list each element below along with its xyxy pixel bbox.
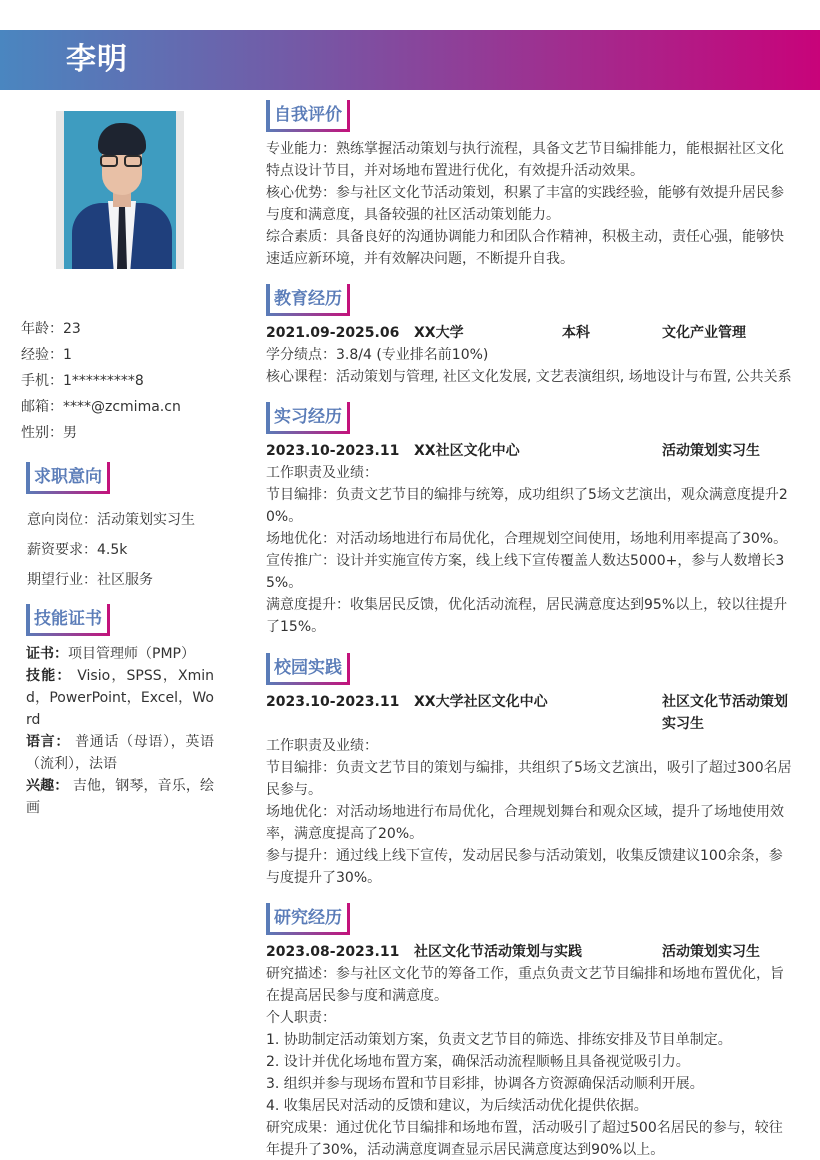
research-role: 活动策划实习生 <box>662 944 760 960</box>
skill-tools: 技能： Visio，SPSS，Xmind，PowerPoint，Excel，Word <box>26 668 215 728</box>
section-self-eval <box>266 100 796 270</box>
self-eval-paragraph: 核心优势：参与社区文化节活动策划，积累了丰富的实践经验，能够有效提升居民参与度和满意度，具备较强的社区活动策划能力。 <box>266 185 784 223</box>
section-title-job-intent: 求职意向 <box>26 462 110 494</box>
info-gender: 性别：男 <box>21 425 77 441</box>
profile-photo <box>64 111 176 269</box>
section-campus <box>266 653 796 889</box>
photo-hair <box>98 123 146 155</box>
internship-role: 活动策划实习生 <box>662 443 760 459</box>
section-internship <box>266 402 796 638</box>
info-experience: 经验：1 <box>21 347 72 363</box>
intent-industry: 期望行业：社区服务 <box>27 572 153 588</box>
skill-certificate: 证书：项目管理师（PMP） <box>26 646 195 662</box>
campus-line: 节目编排：负责文艺节目的策划与编排，共组织了5场文艺演出，吸引了超过300名居民参与。 <box>266 760 792 798</box>
info-phone: 手机：1*********8 <box>21 373 144 389</box>
section-title-self-eval: 自我评价 <box>266 100 350 132</box>
campus-period: 2023.10-2023.11 <box>266 694 400 710</box>
research-line: 研究描述：参与社区文化节的筹备工作，重点负责文艺节目编排和场地布置优化，旨在提高居民参与度和满意度。 <box>266 966 784 1004</box>
internship-period: 2023.10-2023.11 <box>266 443 400 459</box>
intent-position: 意向岗位：活动策划实习生 <box>27 512 195 528</box>
info-email: 邮箱：****@zcmima.cn <box>21 399 181 415</box>
campus-org: XX大学社区文化中心 <box>414 694 548 710</box>
campus-line: 工作职责及业绩： <box>266 738 378 754</box>
skill-languages: 语言： 普通话（母语），英语（流利），法语 <box>26 734 215 772</box>
education-entry-head <box>266 322 796 344</box>
basic-info-list <box>21 316 221 446</box>
research-period: 2023.08-2023.11 <box>266 944 400 960</box>
section-education <box>266 284 796 388</box>
job-intent-list <box>27 505 227 595</box>
education-period: 2021.09-2025.06 <box>266 325 400 341</box>
education-major: 文化产业管理 <box>662 325 746 341</box>
header-banner <box>0 30 820 90</box>
section-title-education: 教育经历 <box>266 284 350 316</box>
photo-glasses <box>100 155 144 167</box>
internship-org: XX社区文化中心 <box>414 443 520 459</box>
campus-role: 社区文化节活动策划实习生 <box>662 694 788 732</box>
internship-line: 场地优化：对活动场地进行布局优化，合理规划空间使用，场地利用率提高了30%。 <box>266 531 788 547</box>
section-title-internship: 实习经历 <box>266 402 350 434</box>
internship-line: 满意度提升：收集居民反馈，优化活动流程，居民满意度达到95%以上，较以往提升了15%。 <box>266 597 788 635</box>
section-title-skills: 技能证书 <box>26 604 110 636</box>
info-age: 年龄：23 <box>21 321 81 337</box>
education-degree: 本科 <box>562 325 590 341</box>
internship-line: 宣传推广：设计并实施宣传方案，线上线下宣传覆盖人数达5000+，参与人数增长35%。 <box>266 553 785 591</box>
self-eval-paragraph: 专业能力：熟练掌握活动策划与执行流程，具备文艺节目编排能力，能根据社区文化特点设计节目，并对场地布置进行优化，有效提升活动效果。 <box>266 141 784 179</box>
education-courses: 核心课程：活动策划与管理, 社区文化发展, 文艺表演组织, 场地设计与布置, 公共关系 <box>266 369 792 385</box>
research-entry-head <box>266 941 796 963</box>
campus-line: 参与提升：通过线上线下宣传，发动居民参与活动策划，收集反馈建议100余条，参与度提升了30%。 <box>266 848 783 886</box>
research-line: 1. 协助制定活动策划方案，负责文艺节目的筛选、排练安排及节目单制定。 <box>266 1032 732 1048</box>
section-research <box>266 903 796 1160</box>
research-project: 社区文化节活动策划与实践 <box>414 944 582 960</box>
profile-photo-frame <box>56 111 184 269</box>
research-line: 3. 组织并参与现场布置和节目彩排，协调各方资源确保活动顺利开展。 <box>266 1076 704 1092</box>
internship-entry-head <box>266 440 796 462</box>
research-line: 个人职责： <box>266 1010 336 1026</box>
intent-salary: 薪资要求：4.5k <box>27 542 128 558</box>
education-gpa: 学分绩点：3.8/4 (专业排名前10%) <box>266 347 489 363</box>
research-line: 4. 收集居民对活动的反馈和建议，为后续活动优化提供依据。 <box>266 1098 648 1114</box>
skill-hobbies: 兴趣： 吉他，钢琴，音乐，绘画 <box>26 778 214 816</box>
internship-line: 工作职责及业绩： <box>266 465 378 481</box>
section-title-campus: 校园实践 <box>266 653 350 685</box>
self-eval-paragraph: 综合素质：具备良好的沟通协调能力和团队合作精神，积极主动，责任心强，能够快速适应新环境，并有效解决问题，不断提升自我。 <box>266 229 784 267</box>
campus-entry-head <box>266 691 796 735</box>
internship-line: 节目编排：负责文艺节目的编排与统筹，成功组织了5场文艺演出，观众满意度提升20%。 <box>266 487 788 525</box>
campus-line: 场地优化：对活动场地进行布局优化，合理规划舞台和观众区域，提升了场地使用效率，满意度提高了20%。 <box>266 804 784 842</box>
education-school: XX大学 <box>414 325 464 341</box>
research-line: 2. 设计并优化场地布置方案，确保活动流程顺畅且具备视觉吸引力。 <box>266 1054 690 1070</box>
section-title-research: 研究经历 <box>266 903 350 935</box>
candidate-name: 李明 <box>66 42 128 77</box>
research-line: 研究成果：通过优化节目编排和场地布置，活动吸引了超过500名居民的参与，较往年提升了30%，活动满意度调查显示居民满意度达到90%以上。 <box>266 1120 783 1158</box>
skills-list <box>26 643 214 819</box>
